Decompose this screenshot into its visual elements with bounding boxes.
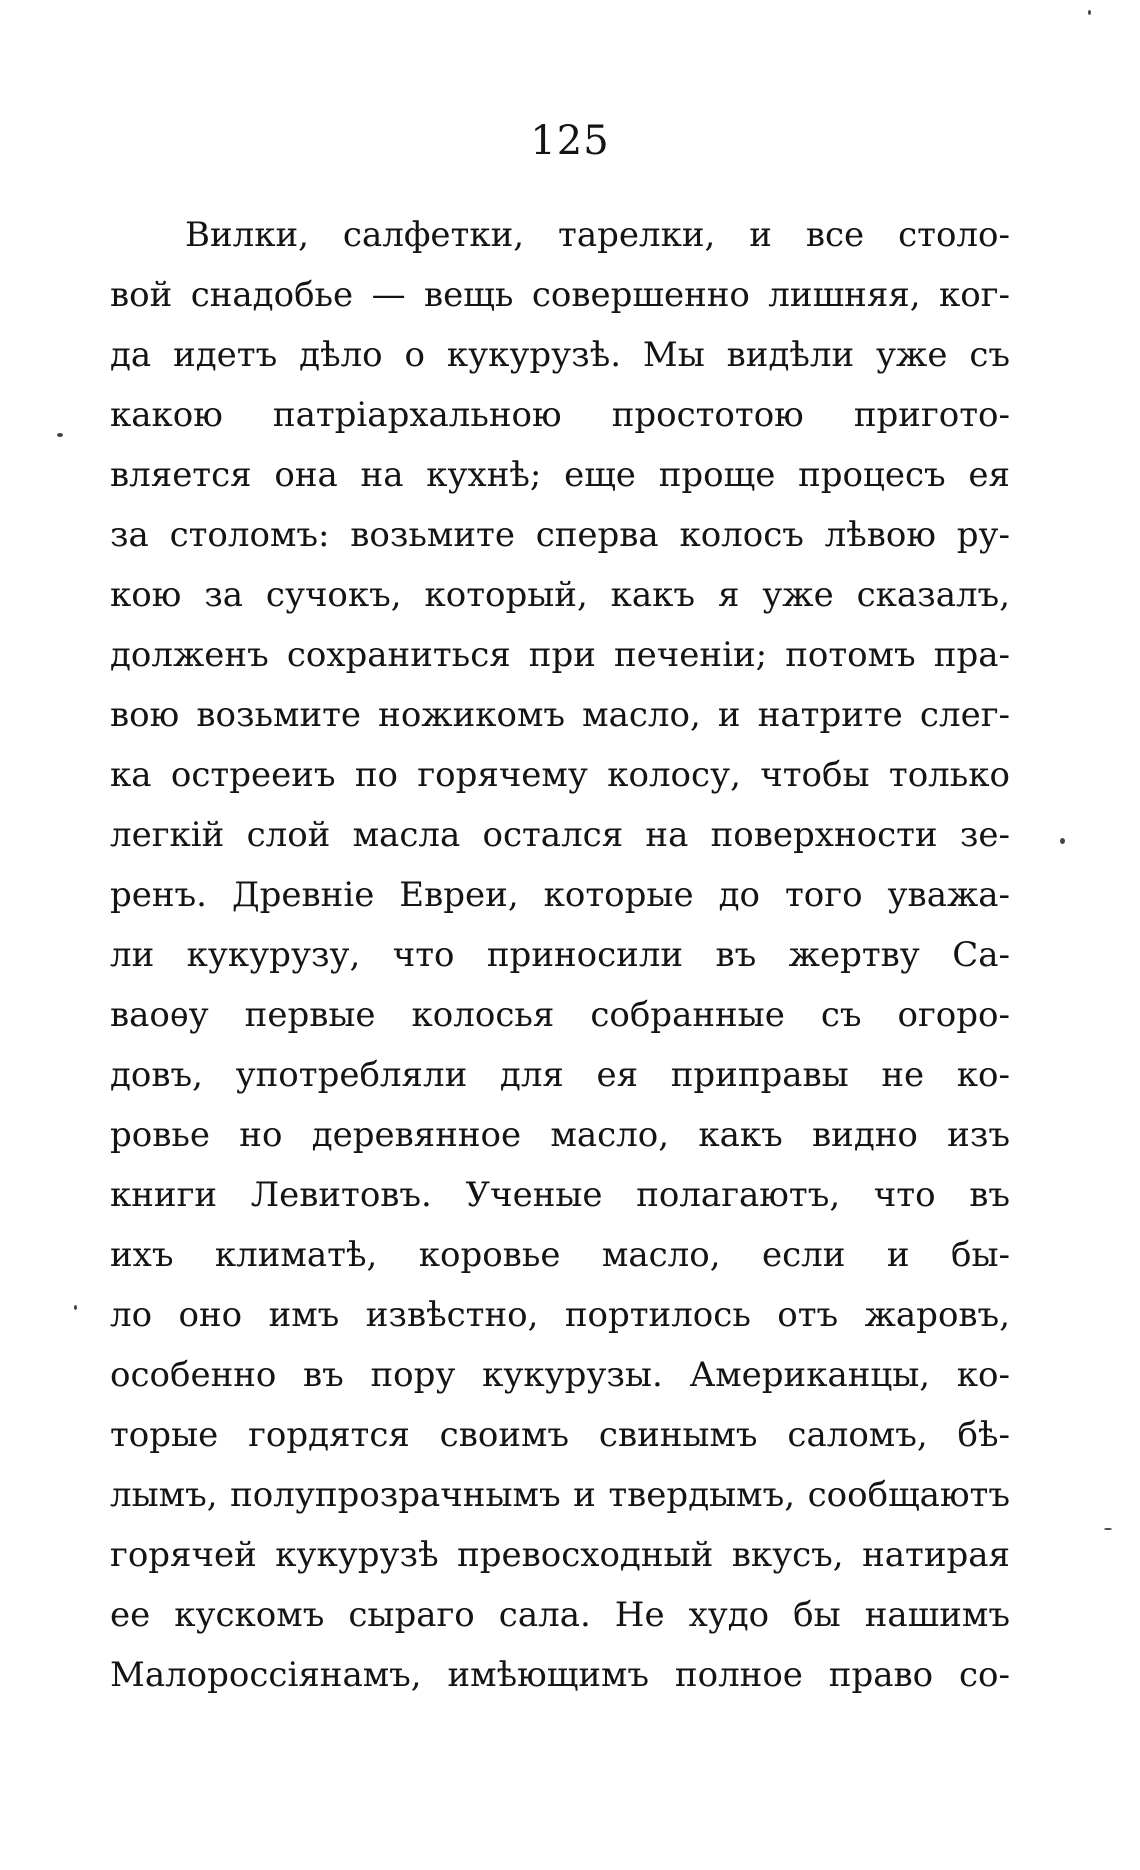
text-line: да идетъ дѣло о кукурузѣ. Мы видѣли уже съ xyxy=(110,335,1010,375)
text-line: вою возьмите ножикомъ масло, и натрите слег- xyxy=(110,695,1010,735)
text-line: ихъ климатѣ, коровье масло, если и бы- xyxy=(110,1235,1010,1275)
text-line: ренъ. Древніе Евреи, которые до того уважа- xyxy=(110,875,1010,915)
text-line: ло оно имъ извѣстно, портилось отъ жаровъ, xyxy=(110,1295,1010,1335)
text-line: довъ, употребляли для ея приправы не ко- xyxy=(110,1055,1010,1095)
text-line: лымъ, полупрозрачнымъ и твердымъ, сообщаютъ xyxy=(110,1475,1010,1515)
text-line: горячей кукурузѣ превосходный вкусъ, натирая xyxy=(110,1535,1010,1575)
text-line: кою за сучокъ, который, какъ я уже сказалъ, xyxy=(110,575,1010,615)
text-line: ровье но деревянное масло, какъ видно изъ xyxy=(110,1115,1010,1155)
text-line: вой снадобье — вещь совершенно лишняя, ког- xyxy=(110,275,1010,315)
text-line: Вилки, салфетки, тарелки, и все столо- xyxy=(185,215,1010,255)
text-line: ее кускомъ сыраго сала. Не худо бы нашимъ xyxy=(110,1595,1010,1635)
text-line: долженъ сохраниться при печеніи; потомъ пра- xyxy=(110,635,1010,675)
text-line: вляется она на кухнѣ; еще проще процесъ ея xyxy=(110,455,1010,495)
text-line: ка острееиъ по горячему колосу, чтобы только xyxy=(110,755,1010,795)
scan-speck xyxy=(1104,1528,1112,1530)
text-line: особенно въ пору кукурузы. Американцы, ко- xyxy=(110,1355,1010,1395)
body-text xyxy=(110,205,1010,1705)
text-line: книги Левитовъ. Ученые полагаютъ, что въ xyxy=(110,1175,1010,1215)
page-number: 125 xyxy=(530,118,610,164)
scan-speck xyxy=(1060,838,1065,844)
text-line: легкій слой масла остался на поверхности зе- xyxy=(110,815,1010,855)
text-line: ли кукурузу, что приносили въ жертву Са- xyxy=(110,935,1010,975)
scan-speck xyxy=(57,433,63,437)
text-line: ваоѳу первые колосья собранные съ огоро- xyxy=(110,995,1010,1035)
text-line: какою патріархальною простотою пригото- xyxy=(110,395,1010,435)
scan-speck xyxy=(74,1305,77,1310)
text-line: торые гордятся своимъ свинымъ саломъ, бѣ- xyxy=(110,1415,1010,1455)
text-line: за столомъ: возьмите сперва колосъ лѣвою ру- xyxy=(110,515,1010,555)
scan-speck xyxy=(1088,10,1091,15)
text-line: Малороссіянамъ, имѣющимъ полное право со- xyxy=(110,1655,1010,1695)
